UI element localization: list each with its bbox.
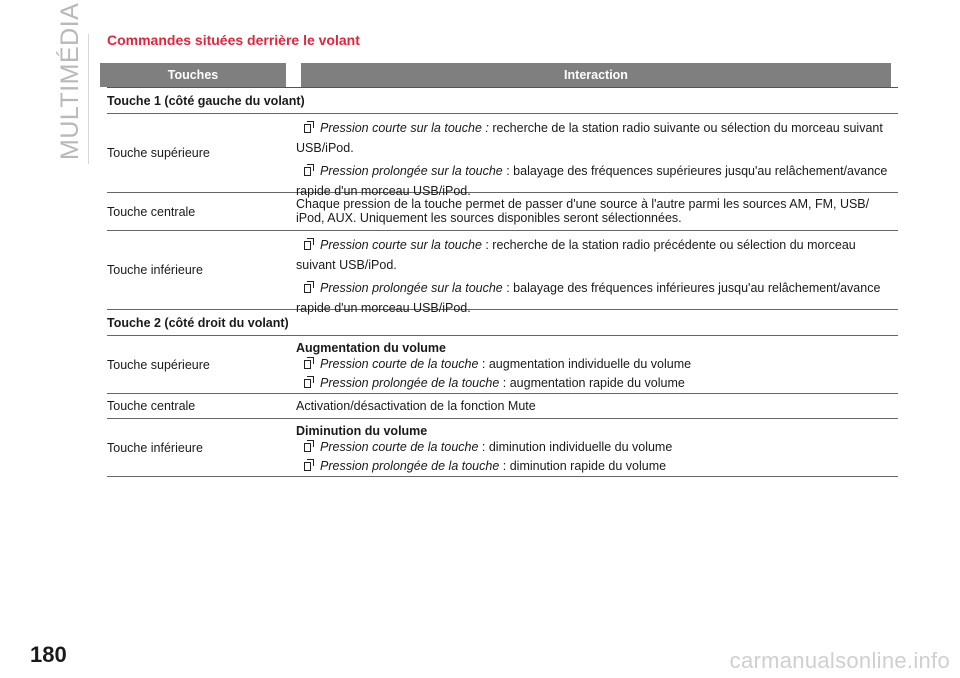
row-label: Touche inférieure — [107, 263, 203, 277]
row-description — [296, 336, 898, 393]
row-label: Touche supérieure — [107, 146, 210, 160]
watermark: carmanualsonline.info — [729, 648, 950, 673]
bullet-emphasis: Pression prolongée de la touche — [320, 459, 500, 473]
table-row — [107, 336, 898, 394]
checkbox-bullet-icon — [304, 241, 311, 250]
list-item — [296, 235, 898, 275]
bullet-emphasis: Pression courte de la touche — [320, 440, 479, 454]
page-number: 180 — [30, 642, 67, 667]
bullet-text: : diminution individuelle du volume — [478, 440, 673, 454]
checkbox-bullet-icon — [304, 379, 311, 388]
bullet-text: recherche de la station radio suivante ou sélection du morceau suivant USB/iPod. — [296, 121, 883, 155]
checkbox-bullet-icon — [304, 360, 311, 369]
table-header — [100, 63, 898, 87]
row-description — [296, 231, 898, 315]
row-label: Touche centrale — [107, 399, 196, 413]
list-item — [296, 278, 898, 318]
section-divider — [88, 34, 89, 164]
row-subheading: Diminution du volume — [296, 424, 428, 438]
bullet-text: : augmentation individuelle du volume — [478, 357, 692, 371]
list-item — [296, 439, 898, 455]
row-label: Touche centrale — [107, 204, 196, 219]
checkbox-bullet-icon — [304, 167, 311, 176]
column-header-touches: Touches — [100, 63, 286, 87]
page-content — [107, 30, 898, 477]
table-row — [107, 231, 898, 315]
table-row — [107, 419, 898, 477]
bullet-text: : balayage des fréquences supérieures jusqu'au relâchement/avance rapide d'un morceau USB/iPod. — [296, 164, 888, 198]
bullet-emphasis: Pression courte de la touche — [320, 357, 479, 371]
row-description — [296, 419, 898, 476]
row-subheading: Augmentation du volume — [296, 341, 446, 355]
bullet-emphasis: Pression prolongée sur la touche — [320, 164, 503, 178]
list-item — [296, 356, 898, 372]
page-title: Commandes situées derrière le volant — [107, 32, 360, 48]
bullet-emphasis: Pression courte sur la touche — [320, 238, 482, 252]
table-row — [107, 193, 898, 231]
bullet-text: : diminution rapide du volume — [499, 459, 667, 473]
group-heading-touche-1: Touche 1 (côté gauche du volant) — [107, 88, 898, 114]
row-label: Touche inférieure — [107, 440, 203, 455]
list-item — [296, 375, 898, 391]
checkbox-bullet-icon — [304, 284, 311, 293]
list-item — [296, 118, 898, 158]
bullet-text: : balayage des fréquences inférieures jusqu'au relâchement/avance rapide d'un morceau USB/iPod. — [296, 281, 881, 315]
table-row — [107, 114, 898, 198]
bullet-text: : augmentation rapide du volume — [499, 376, 685, 390]
section-label: MULTIMÉDIA — [56, 2, 84, 160]
table-row — [107, 394, 898, 419]
bullet-text: : recherche de la station radio précédente ou sélection du morceau suivant USB/iPod. — [296, 238, 856, 272]
bullet-emphasis: Pression prolongée sur la touche — [320, 281, 503, 295]
checkbox-bullet-icon — [304, 443, 311, 452]
list-item — [296, 458, 898, 474]
row-label: Touche supérieure — [107, 357, 210, 372]
checkbox-bullet-icon — [304, 462, 311, 471]
bullet-emphasis: Pression courte sur la touche : — [320, 121, 489, 135]
row-description: Chaque pression de la touche permet de passer d'une source à l'autre parmi les sources AM, FM, USB/ iPod, AUX. Uniquement les sources disponibles seront sélectionnées. — [296, 197, 870, 225]
group-heading-touche-2: Touche 2 (côté droit du volant) — [107, 310, 898, 336]
row-description: Activation/désactivation de la fonction Mute — [296, 399, 536, 413]
column-header-interaction: Interaction — [301, 63, 891, 87]
row-description — [296, 114, 898, 198]
bullet-emphasis: Pression prolongée de la touche — [320, 376, 500, 390]
checkbox-bullet-icon — [304, 124, 311, 133]
